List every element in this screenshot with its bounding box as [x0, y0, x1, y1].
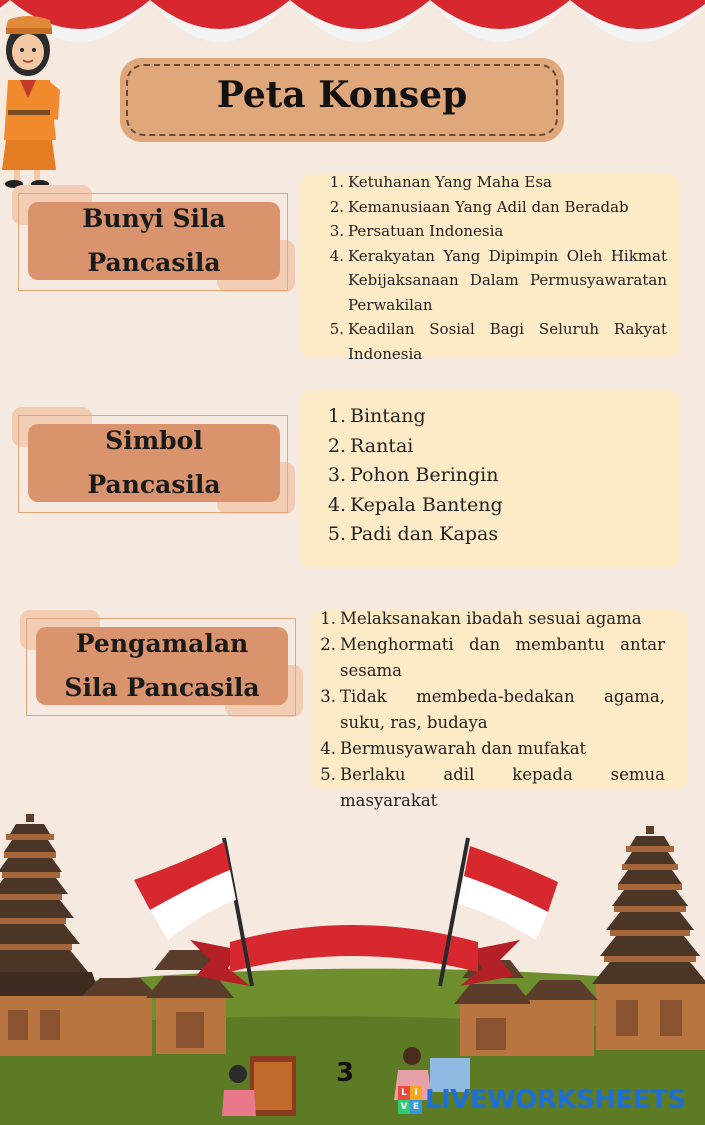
item-text: Kerakyatan Yang Dipimpin Oleh Hikmat Kebijaksanaan Dalam Permusyawaratan Perwakilan	[348, 246, 667, 314]
scout-girl-illustration	[0, 10, 62, 190]
item-number: 3.	[327, 464, 346, 486]
section-label-bunyi-sila	[12, 185, 297, 295]
section-label	[28, 424, 280, 502]
logo-letter: I	[410, 1086, 422, 1100]
list-item	[326, 195, 667, 220]
content-panel-bunyi-sila	[300, 173, 680, 363]
item-number: 2.	[329, 197, 344, 216]
item-number: 3.	[320, 687, 336, 706]
item-number: 5.	[329, 320, 344, 338]
bunting-scallop-red	[290, 0, 430, 29]
title-box	[120, 58, 564, 142]
list-item	[318, 632, 665, 684]
item-text: Bermusyawarah dan mufakat	[340, 739, 587, 758]
section-label-line1: Simbol	[105, 426, 203, 455]
item-text: Kepala Banteng	[350, 493, 503, 516]
logo-letter: V	[398, 1100, 410, 1114]
item-number: 5.	[320, 765, 336, 784]
item-number: 4.	[329, 246, 344, 265]
section-label-pengamalan	[20, 610, 305, 720]
list-item	[318, 606, 665, 632]
item-text: Persatuan Indonesia	[348, 222, 504, 240]
logo-letter: E	[410, 1100, 422, 1114]
item-text: Menghormati dan membantu antar sesama	[340, 635, 665, 680]
list-item	[324, 491, 664, 521]
liveworksheets-text: LIVEWORKSHEETS	[425, 1085, 686, 1115]
list-item	[326, 170, 667, 195]
item-number: 1.	[329, 173, 344, 191]
list-item	[326, 317, 667, 366]
content-panel-simbol	[300, 390, 680, 568]
item-text: Rantai	[350, 434, 414, 457]
item-number: 2.	[327, 434, 346, 457]
list-item	[324, 402, 664, 432]
item-number: 5.	[327, 523, 346, 545]
section-label-line1: Pengamalan	[75, 629, 249, 658]
item-text: Pohon Beringin	[350, 464, 499, 486]
page-title: Peta Konsep	[216, 74, 468, 116]
page-number: 3	[336, 1058, 355, 1088]
section-label	[28, 202, 280, 280]
section-label	[36, 627, 288, 705]
list-item	[324, 432, 664, 462]
item-text: Padi dan Kapas	[350, 523, 499, 545]
pagoda-right-icon	[592, 826, 705, 1050]
section-label-simbol	[12, 407, 297, 517]
content-panel-pengamalan	[312, 609, 688, 810]
liveworksheets-logo-icon	[398, 1086, 422, 1114]
list-item	[326, 244, 667, 318]
list-item	[324, 520, 664, 550]
bunting-scallop-red	[430, 0, 570, 29]
item-text: Kemanusiaan Yang Adil dan Beradab	[348, 197, 629, 216]
item-number: 3.	[329, 222, 344, 240]
list-item	[326, 219, 667, 244]
item-number: 4.	[327, 493, 346, 516]
item-text: Berlaku adil kepada semua masyarakat	[340, 765, 665, 810]
pagoda-left-icon	[0, 814, 100, 1056]
item-text: Keadilan Sosial Bagi Seluruh Rakyat Indonesia	[348, 320, 667, 363]
list-item	[324, 461, 664, 491]
item-number: 4.	[320, 739, 336, 758]
item-text: Melaksanakan ibadah sesuai agama	[340, 609, 642, 628]
item-text: Bintang	[350, 405, 426, 427]
item-number: 1.	[320, 609, 336, 628]
list-item	[318, 736, 665, 762]
item-text: Ketuhanan Yang Maha Esa	[348, 173, 552, 191]
item-number: 2.	[320, 635, 336, 654]
list-item	[318, 684, 665, 736]
item-text: Tidak membeda-bedakan agama, suku, ras, budaya	[340, 687, 665, 732]
section-label-line1: Bunyi Sila	[82, 204, 226, 233]
logo-letter: L	[398, 1086, 410, 1100]
item-number: 1.	[327, 405, 346, 427]
bunting-scallop-red	[150, 0, 290, 29]
section-label-line2: Sila Pancasila	[64, 673, 260, 702]
liveworksheets-watermark	[398, 1085, 686, 1115]
section-label-line2: Pancasila	[87, 248, 221, 277]
section-label-line2: Pancasila	[87, 470, 221, 499]
